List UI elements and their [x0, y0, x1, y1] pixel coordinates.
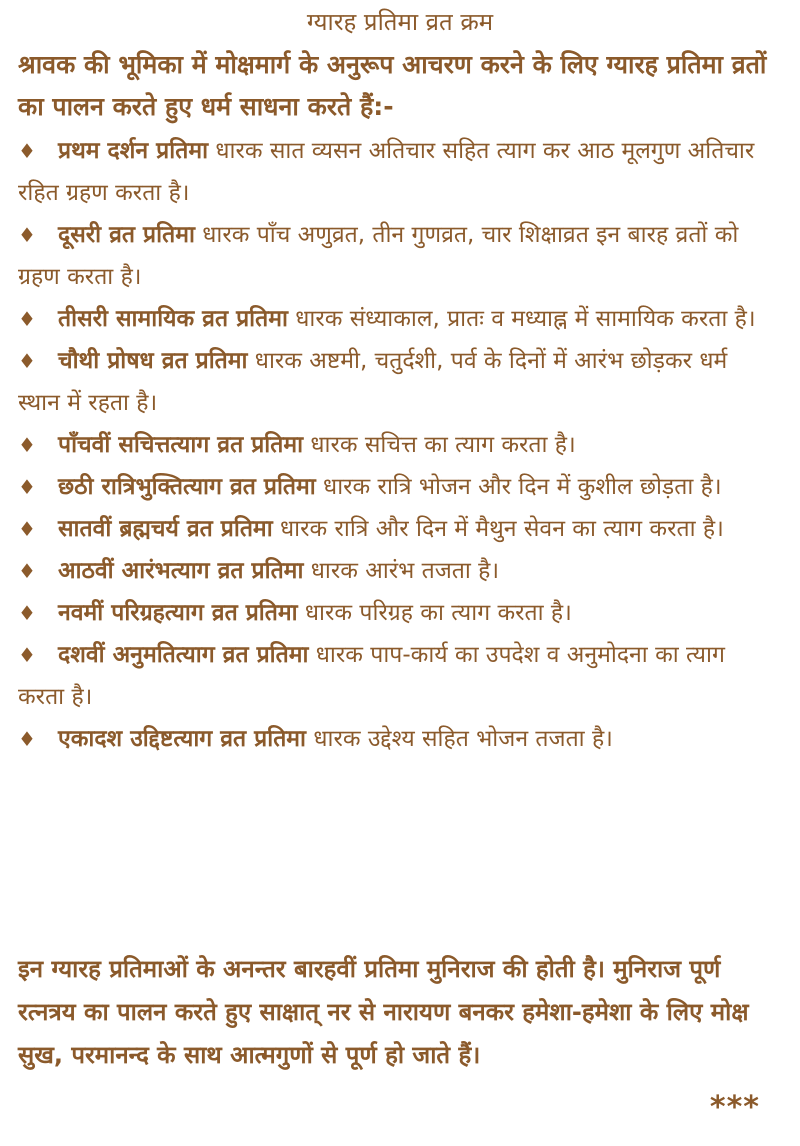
- item-text: धारक सचित्त का त्याग करता है।: [310, 432, 576, 458]
- item-text: धारक परिग्रह का त्याग करता है।: [304, 600, 572, 626]
- list-item: [0, 424, 763, 466]
- item-name: दशवीं अनुमतित्याग व्रत प्रतिमा: [58, 642, 309, 668]
- end-mark-asterisks: ***: [709, 1090, 760, 1125]
- item-name: नवमीं परिग्रहत्याग व्रत प्रतिमा: [58, 600, 298, 626]
- page-title: ग्यारह प्रतिमा व्रत क्रम: [306, 8, 494, 36]
- diamond-bullet-icon: ♦: [18, 349, 36, 373]
- item-name: पाँचवीं सचित्तत्याग व्रत प्रतिमा: [58, 432, 304, 458]
- pratima-list: [0, 130, 800, 760]
- item-text: धारक उद्देश्य सहित भोजन तजता है।: [313, 726, 613, 752]
- list-item: [0, 214, 763, 298]
- intro-paragraph: श्रावक की भूमिका में मोक्षमार्ग के अनुरूप आचरण करने के लिए ग्यारह प्रतिमा व्रतों का पालन करते हुए धर्म साधना करते हैं:-: [18, 50, 767, 121]
- list-item: [0, 340, 763, 424]
- list-item: [0, 550, 763, 592]
- item-text: धारक आरंभ तजता है।: [310, 558, 500, 584]
- item-text: धारक अष्टमी, चतुर्दशी, पर्व के दिनों में आरंभ छोड़कर धर्म स्थान में रहता है।: [18, 348, 728, 416]
- item-text: धारक सात व्यसन अतिचार सहित त्याग कर आठ मूलगुण अतिचार रहित ग्रहण करता है।: [18, 138, 755, 206]
- diamond-bullet-icon: ♦: [18, 475, 36, 499]
- diamond-bullet-icon: ♦: [18, 601, 36, 625]
- diamond-bullet-icon: ♦: [18, 517, 36, 541]
- item-text: धारक पाँच अणुव्रत, तीन गुणव्रत, चार शिक्षाव्रत इन बारह व्रतों को ग्रहण करता है।: [18, 222, 739, 290]
- list-item: [0, 634, 763, 718]
- list-item: [0, 718, 763, 760]
- item-text: धारक रात्रि भोजन और दिन में कुशील छोड़ता है।: [323, 474, 722, 500]
- diamond-bullet-icon: ♦: [18, 223, 36, 247]
- item-name: तीसरी सामायिक व्रत प्रतिमा: [58, 306, 288, 332]
- closing-paragraph: इन ग्यारह प्रतिमाओं के अनन्तर बारहवीं प्रतिमा मुनिराज की होती है। मुनिराज पूर्ण रत्नत्रय का पालन करते हुए साक्षात् नर से नारायण बनकर हमेशा-हमेशा के लिए मोक्ष सुख, परमानन्द के साथ आत्मगुणों से पूर्ण हो जाते हैं।: [18, 955, 749, 1069]
- diamond-bullet-icon: ♦: [18, 643, 36, 667]
- item-text: धारक रात्रि और दिन में मैथुन सेवन का त्याग करता है।: [279, 516, 724, 542]
- item-name: प्रथम दर्शन प्रतिमा: [58, 138, 209, 164]
- list-item: [0, 508, 763, 550]
- list-item: [0, 298, 763, 340]
- item-name: आठवीं आरंभत्याग व्रत प्रतिमा: [58, 558, 304, 584]
- diamond-bullet-icon: ♦: [18, 433, 36, 457]
- list-item: [0, 130, 763, 214]
- item-name: दूसरी व्रत प्रतिमा: [58, 222, 195, 248]
- list-item: [0, 466, 763, 508]
- item-name: चौथी प्रोषध व्रत प्रतिमा: [58, 348, 248, 374]
- diamond-bullet-icon: ♦: [18, 727, 36, 751]
- item-name: एकादश उद्दिष्टत्याग व्रत प्रतिमा: [58, 726, 307, 752]
- diamond-bullet-icon: ♦: [18, 307, 36, 331]
- item-text: धारक संध्याकाल, प्रातः व मध्याह्न में सामायिक करता है।: [295, 306, 756, 332]
- diamond-bullet-icon: ♦: [18, 559, 36, 583]
- diamond-bullet-icon: ♦: [18, 139, 36, 163]
- list-item: [0, 592, 763, 634]
- item-text: धारक पाप-कार्य का उपदेश व अनुमोदना का त्याग करता है।: [18, 642, 725, 710]
- item-name: छठी रात्रिभुक्तित्याग व्रत प्रतिमा: [58, 474, 316, 500]
- item-name: सातवीं ब्रह्मचर्य व्रत प्रतिमा: [58, 516, 273, 542]
